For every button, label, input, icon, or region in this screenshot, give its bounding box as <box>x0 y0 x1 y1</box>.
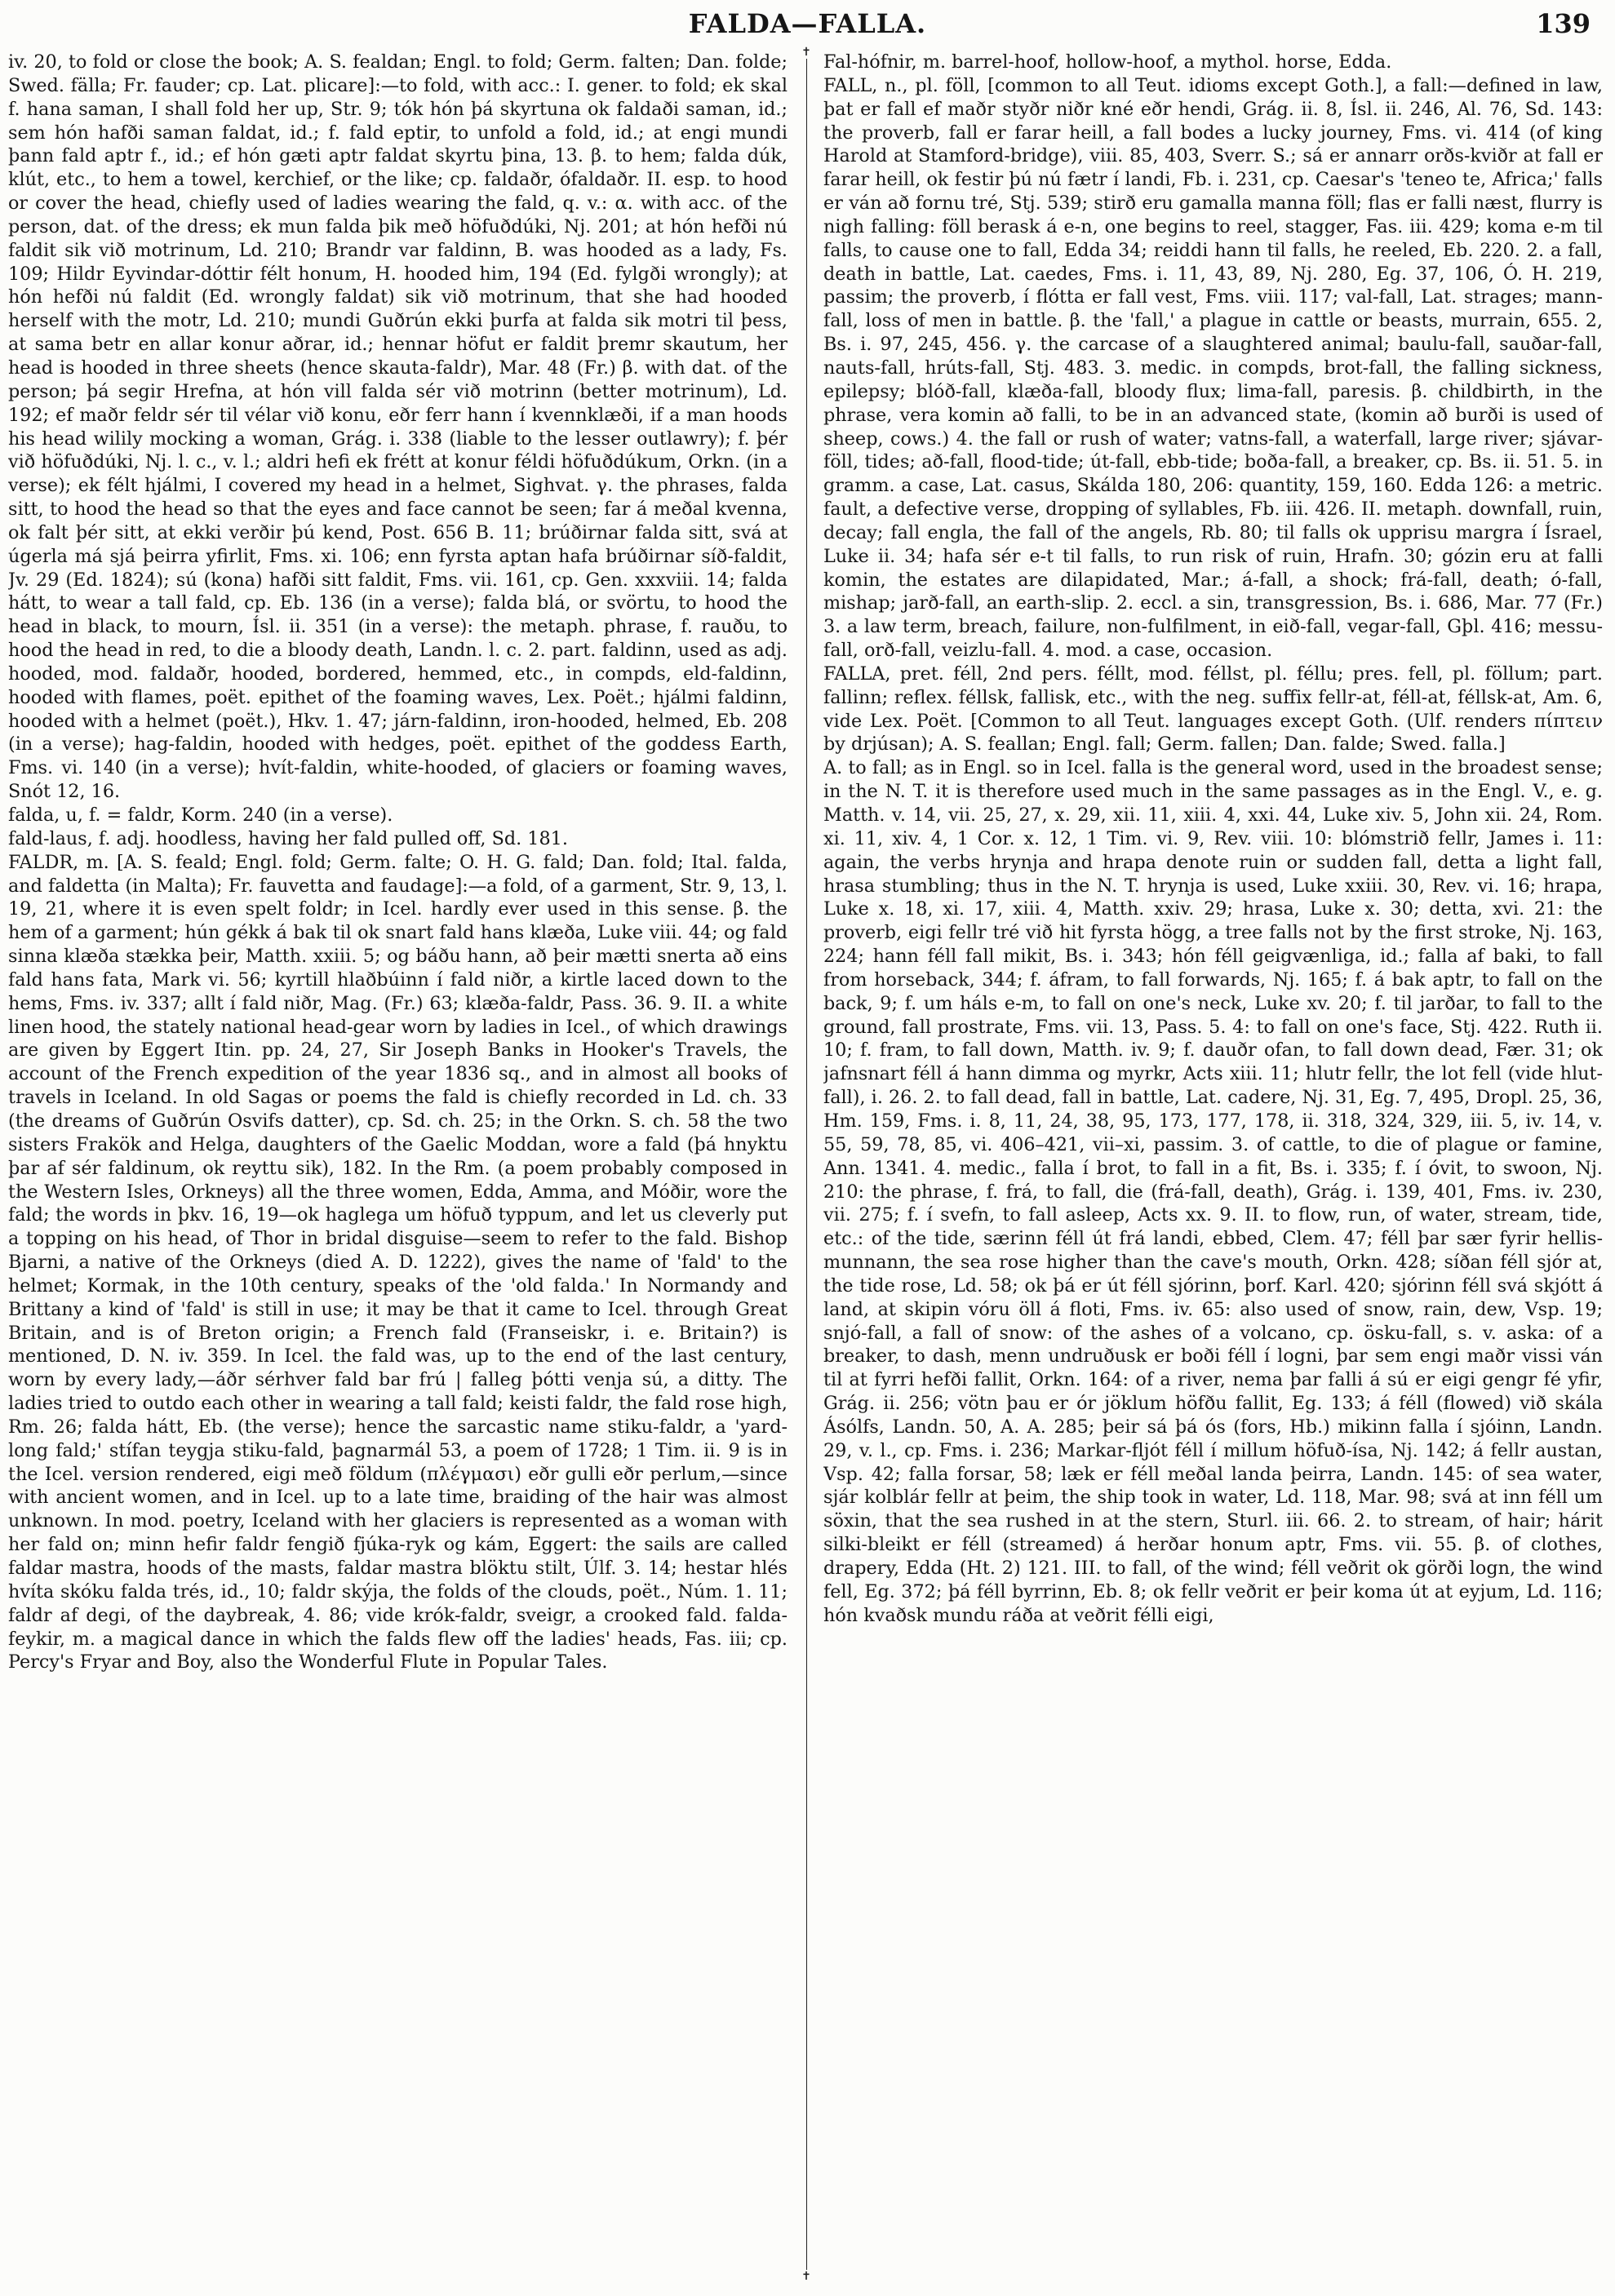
entry-falla: FALLA, pret. féll, 2nd pers. féllt, mod. féllst, pl. féllu; pres. fell, pl. föllum; part. fallinn; reflex. féllsk, fallisk, etc., with the neg. suffix fellr-at, féll-at, féllsk-at, Am. 6, vide Lex. Poët. [Common to all Teut. languages except Goth. (Ulf. renders πίπτειν by drjúsan); A. S. feallan; Engl. fall; Germ. fallen; Dan. falde; Swed. falla.] <box>823 663 1603 756</box>
right-column <box>823 51 1603 2278</box>
entry-falda-verb: iv. 20, to fold or close the book; A. S. fealdan; Engl. to fold; Germ. falten; Dan. folde; Swed. fälla; Fr. fauder; cp. Lat. plicare]:—to fold, with acc.: I. gener. to fold; ek skal f. hana saman, I shall fold her up, Str. 9; tók hón þá skyrtuna ok faldaði saman, id.; sem hón hafði saman faldat, id.; f. fald eptir, to unfold a fold, id.; at engi mundi þann fald aptr f., id.; ef hón gæti aptr faldat skyrtu þina, 13. β. to hem; falda dúk, klút, etc., to hem a towel, kerchief, or the like; cp. faldaðr, ófaldaðr. II. esp. to hood or cover the head, chiefly used of ladies wearing the fald, q. v.: α. with acc. of the person, dat. of the dress; ek mun falda þik með höfuðdúki, Nj. 201; at hón hefði nú faldit sik við motrinum, Ld. 210; Brandr var faldinn, B. was hooded as a lady, Fs. 109; Hildr Eyvindar-dóttir félt honum, H. hooded him, 194 (Ed. fylgði wrongly); at hón hefði nú faldit (Ed. wrongly faldat) sik við motrinum, that she had hooded herself with the motr, Ld. 210; mundi Guðrún ekki þurfa at falda sik motri til þess, at sama betr en allar konur aðrar, id.; hennar höfut er faldit þremr skautum, her head is hooded in three sheets (hence skauta-faldr), Mar. 48 (Fr.) β. with dat. of the person; þá segir Hrefna, at hón vill falda sér við motrinn (better motrinum), Ld. 192; ef maðr feldr sér til vélar við konu, eðr ferr hann í kvennklæði, if a man hoods his head wilily mocking a woman, Grág. i. 338 (liable to the lesser outlawry); f. þér við höfuðdúki, Nj. l. c., v. l.; aldri hefi ek frétt at konur féldi höfuðdúkum, Orkn. (in a verse); ek félt hjálmi, I covered my head in a helmet, Sighvat. γ. the phrases, falda sitt, to hood the head so that the eyes and face cannot be seen; far á meðal kvenna, ok falt þér sitt, at ekki verðir þú kend, Post. 656 B. 11; brúðirnar falda sitt, svá at úgerla má sjá þeirra yfirlit, Fms. xi. 106; enn fyrsta aptan hafa brúðirnar síð-faldit, Jv. 29 (Ed. 1824); sú (kona) hafði sitt faldit, Fms. vii. 161, cp. Gen. xxxviii. 14; falda hátt, to wear a tall fald, cp. Eb. 136 (in a verse); falda blá, or svörtu, to hood the head in black, to mourn, Ísl. ii. 351 (in a verse): the metaph. phrase, f. rauðu, to hood the head in red, to die a bloody death, Landn. l. c. 2. part. faldinn, used as adj. hooded, mod. faldaðr, hooded, bordered, hemmed, etc., in compds, eld-faldinn, hooded with flames, poët. epithet of the foaming waves, Lex. Poët.; hjálmi faldinn, hooded with a helmet (poët.), Hkv. 1. 47; járn-faldinn, iron-hooded, helmed, Eb. 208 (in a verse); hag-faldin, hooded with hedges, poët. epithet of the goddess Earth, Fms. vi. 140 (in a verse); hvít-faldin, white-hooded, of glaciers or foaming waves, Snót 12, 16. <box>8 51 788 803</box>
entry-falda-noun: falda, u, f. = faldr, Korm. 240 (in a verse). <box>8 804 393 826</box>
page-number: 139 <box>1536 8 1591 39</box>
running-head-title: FALDA—FALLA. <box>688 8 927 39</box>
left-column <box>8 51 788 2278</box>
entry-falla-sense-a: A. to fall; as in Engl. so in Icel. falla is the general word, used in the broadest sense; in the N. T. it is therefore used much in the same passages as in the Engl. V., e. g. Matth. v. 14, vii. 25, 27, x. 29, xii. 11, xiii. 4, xxi. 44, Luke xiv. 5, John xii. 24, Rom. xi. 11, xiv. 4, 1 Cor. x. 12, 1 Tim. vi. 9, Rev. viii. 10: blómstrið fellr, James i. 11: again, the verbs hrynja and hrapa denote ruin or sudden fall, detta a light fall, hrasa stumbling; thus in the N. T. hrynja is used, Luke xxiii. 30, Rev. vi. 16; hrapa, Luke x. 18, xi. 17, xiii. 4, Matth. xxiv. 29; hrasa, Luke x. 30; detta, xvi. 21: the proverb, eigi fellr tré við hit fyrsta högg, a tree falls not by the first stroke, Nj. 163, 224; hann féll fall mikit, Bs. i. 343; hón féll geigvænliga, id.; falla af baki, to fall from horseback, 344; f. áfram, to fall forwards, Nj. 165; f. á bak aptr, to fall on the back, 9; f. um háls e-m, to fall on one's neck, Luke xv. 20; f. til jarðar, to fall to the ground, fall prostrate, Fms. vii. 13, Pass. 5. 4: to fall on one's face, Stj. 422. Ruth ii. 10; f. fram, to fall down, Matth. iv. 9; f. dauðr ofan, to fall down dead, Fær. 31; ok jafnsnart féll á hann dimma og myrkr, Acts xiii. 11; hlutr fellr, the lot fell (vide hlut-fall), i. 26. 2. to fall dead, fall in battle, Lat. cadere, Nj. 31, Eg. 7, 495, Dropl. 25, 36, Hm. 159, Fms. i. 8, 11, 24, 38, 95, 173, 177, 178, ii. 318, 324, 329, iii. 5, iv. 14, v. 55, 59, 78, 85, vi. 406–421, vii–xi, passim. 3. of cattle, to die of plague or famine, Ann. 1341. 4. medic., falla í brot, to fall in a fit, Bs. i. 335; f. í óvit, to swoon, Nj. 210: the phrase, f. frá, to fall, die (frá-fall, death), Grág. i. 139, 401, Fms. iv. 230, vii. 275; f. í svefn, to fall asleep, Acts xx. 9. II. to flow, run, of water, stream, tide, etc.: of the tide, særinn féll út frá landi, ebbed, Clem. 47; féll þar sær fyrir hellis-munnann, the sea rose higher than the cave's mouth, Orkn. 428; síðan féll sjór at, the tide rose, Ld. 58; ok þá er út féll sjórinn, þorf. Karl. 420; sjórinn féll svá skjótt á land, at skipin vóru öll á floti, Fms. iv. 65: also used of snow, rain, dew, Vsp. 19; snjó-fall, a fall of snow: of the ashes of a volcano, cp. ösku-fall, s. v. aska: of a breaker, to dash, menn undruðusk er boði féll í logni, þar sem engi maðr vissi ván til at fyrri hefði fallit, Orkn. 164: of a river, nema þar falli á sú er eigi gengr fé yfir, Grág. ii. 256; vötn þau er ór jöklum höfðu fallit, Eg. 133; á féll (flowed) við skála Ásólfs, Landn. 50, A. A. 285; þeir sá þá ós (fors, Hb.) mikinn falla í sjóinn, Landn. 29, v. l., cp. Fms. i. 236; Markar-fljót féll í millum höfuð-ísa, Nj. 142; á fellr austan, Vsp. 42; falla forsar, 58; læk er féll meðal landa þeirra, Landn. 145: of sea water, sjár kolblár fellr at þeim, the ship took in water, Ld. 118, Mar. 98; svá at inn féll um söxin, that the sea rushed in at the stern, Sturl. iii. 66. 2. to stream, of hair; hárit silki-bleikt er féll (streamed) á herðar honum aptr, Fms. vii. 55. β. of clothes, drapery, Edda (Ht. 2) 121. III. to fall, of the wind; féll veðrit ok görði logn, the wind fell, Eg. 372; þá féll byrrinn, Eb. 8; ok fellr veðrit er þeir koma út at eyjum, Ld. 116; hón kvaðsk mundu ráða at veðrit félli eigi, <box>823 757 1603 1626</box>
entry-fal-hofnir: Fal-hófnir, m. barrel-hoof, hollow-hoof, a mythol. horse, Edda. <box>823 51 1392 73</box>
entry-fall: FALL, n., pl. föll, [common to all Teut. idioms except Goth.], a fall:—defined in law, þat er fall ef maðr styðr niðr kné eðr hendi, Grág. ii. 8, Ísl. ii. 246, Al. 76, Sd. 143: the proverb, fall er farar heill, a fall bodes a lucky journey, Fms. vi. 414 (of king Harold at Stamford-bridge), viii. 85, 403, Sverr. S.; sá er annarr orðs-kviðr at fall er farar heill, ok festir þú nú fætr í landi, Fb. i. 231, cp. Caesar's 'teneo te, Africa;' falls er ván að fornu tré, Stj. 539; stirð eru gamalla manna föll; flas er falli næst, flurry is nigh falling: föll berask á e-n, one begins to reel, stagger, Fas. iii. 429; koma e-m til falls, to cause one to fall, Edda 34; reiddi hann til falls, he reeled, Eb. 220. 2. a fall, death in battle, Lat. caedes, Fms. i. 11, 43, 89, Nj. 280, Eg. 37, 106, Ó. H. 219, passim; the proverb, í flótta er fall vest, Fms. viii. 117; val-fall, Lat. strages; mann-fall, loss of men in battle. β. the 'fall,' a plague in cattle or beasts, murrain, 655. 2, Bs. i. 97, 245, 456. γ. the carcase of a slaughtered animal; baulu-fall, sauðar-fall, nauts-fall, hrúts-fall, Stj. 483. 3. medic. in compds, brot-fall, the falling sickness, epilepsy; blóð-fall, klæða-fall, bloody flux; lima-fall, paresis. β. childbirth, in the phrase, vera komin að falli, to be in an advanced state, (komin að burði is used of sheep, cows.) 4. the fall or rush of water; vatns-fall, a waterfall, large river; sjávar-föll, tides; að-fall, flood-tide; út-fall, ebb-tide; boða-fall, a breaker, cp. Bs. ii. 51. 5. in gramm. a case, Lat. casus, Skálda 180, 206: quantity, 159, 160. Edda 126: a metric. fault, a defective verse, dropping of syllables, Fb. iii. 426. II. metaph. downfall, ruin, decay; fall engla, the fall of the angels, Rb. 80; til falls ok upprisu margra í Ísrael, Luke ii. 34; hafa sér e-t til falls, to run risk of ruin, Hrafn. 30; gózin eru at falli komin, the estates are dilapidated, Mar.; á-fall, a shock; frá-fall, death; ó-fall, mishap; jarð-fall, an earth-slip. 2. eccl. a sin, transgression, Bs. i. 686, Mar. 77 (Fr.) 3. a law term, breach, failure, non-fulfilment, in eið-fall, vegar-fall, Gþl. 416; messu-fall, orð-fall, veizlu-fall. 4. mod. a case, occasion. <box>823 74 1603 662</box>
divider-top-ornament-icon: ✝ <box>800 46 813 59</box>
column-divider <box>806 51 807 2278</box>
running-head <box>0 7 1615 39</box>
divider-bottom-ornament-icon: ✝ <box>800 2270 813 2283</box>
entry-fald-laus: fald-laus, f. adj. hoodless, having her fald pulled off, Sd. 181. <box>8 827 568 849</box>
entry-faldr: FALDR, m. [A. S. feald; Engl. fold; Germ. falte; O. H. G. fald; Dan. fold; Ital. falda, and faldetta (in Malta); Fr. fauvetta and faudage]:—a fold, of a garment, Str. 9, 13, l. 19, 21, where it is even spelt foldr; in Icel. hardly ever used in this sense. β. the hem of a garment; hún gékk á bak til ok snart fald hans klæða, Luke viii. 44; og fald sinna klæða stækka þeir, Matth. xxiii. 5; og báðu hann, að þeir mætti snerta að eins fald hans fata, Mark vi. 56; kyrtill hlaðbúinn í fald niðr, a kirtle laced down to the hems, Fms. iv. 337; allt í fald niðr, Mag. (Fr.) 63; klæða-faldr, Pass. 36. 9. II. a white linen hood, the stately national head-gear worn by ladies in Icel., of which drawings are given by Eggert Itin. pp. 24, 27, Sir Joseph Banks in Hooker's Travels, the account of the French expedition of the year 1836 sq., and in almost all books of travels in Iceland. In old Sagas or poems the fald is chiefly recorded in Ld. ch. 33 (the dreams of Guðrún Osvifs datter), cp. Sd. ch. 25; in the Orkn. S. ch. 58 the two sisters Frakök and Helga, daughters of the Gaelic Moddan, wore a fald (þá hnyktu þar af sér faldinum, ok reyttu sik), 182. In the Rm. (a poem probably composed in the Western Isles, Orkneys) all the three women, Edda, Amma, and Móðir, wore the fald; the words in þkv. 16, 19—ok haglega um höfuð typpum, and let us cleverly put a topping on his head, of Thor in bridal disguise—seem to refer to the fald. Bishop Bjarni, a native of the Orkneys (died A. D. 1222), gives the name of 'fald' to the helmet; Kormak, in the 10th century, speaks of the 'old falda.' In Normandy and Brittany a kind of 'fald' is still in use; it may be that it came to Icel. through Great Britain, and is of Breton origin; a French fald (Franseiskr, i. e. Britain?) is mentioned, D. N. iv. 359. In Icel. the fald was, up to the end of the last century, worn by every lady,—áðr sérhver fald bar frú | falleg þótti venja sú, a ditty. The ladies tried to outdo each other in wearing a tall fald; keisti faldr, the fald rose high, Rm. 26; falda hátt, Eb. (the verse); hence the sarcastic name stiku-faldr, a 'yard-long fald;' stífan teygja stiku-fald, þagnarmál 53, a poem of 1728; 1 Tim. ii. 9 is in the Icel. version rendered, eigi með földum (πλέγμασι) eðr gulli eðr perlum,—since with ancient women, and in Icel. up to a late time, braiding of the hair was almost unknown. In mod. poetry, Iceland with her glaciers is represented as a woman with her fald on; minn hefir faldr fengið fjúka-ryk og kám, Eggert: the sails are called faldar mastra, hoods of the masts, faldar mastra blöktu stilt, Úlf. 3. 14; hestar hlés hvíta skóku falda trés, id., 10; faldr skýja, the folds of the clouds, poët., Núm. 1. 11; faldr af degi, of the daybreak, 4. 86; vide krók-faldr, sveigr, a crooked fald. falda-feykir, m. a magical dance in which the falds flew off the ladies' heads, Fas. iii; cp. Percy's Fryar and Boy, also the Wonderful Flute in Popular Tales. <box>8 851 788 1673</box>
